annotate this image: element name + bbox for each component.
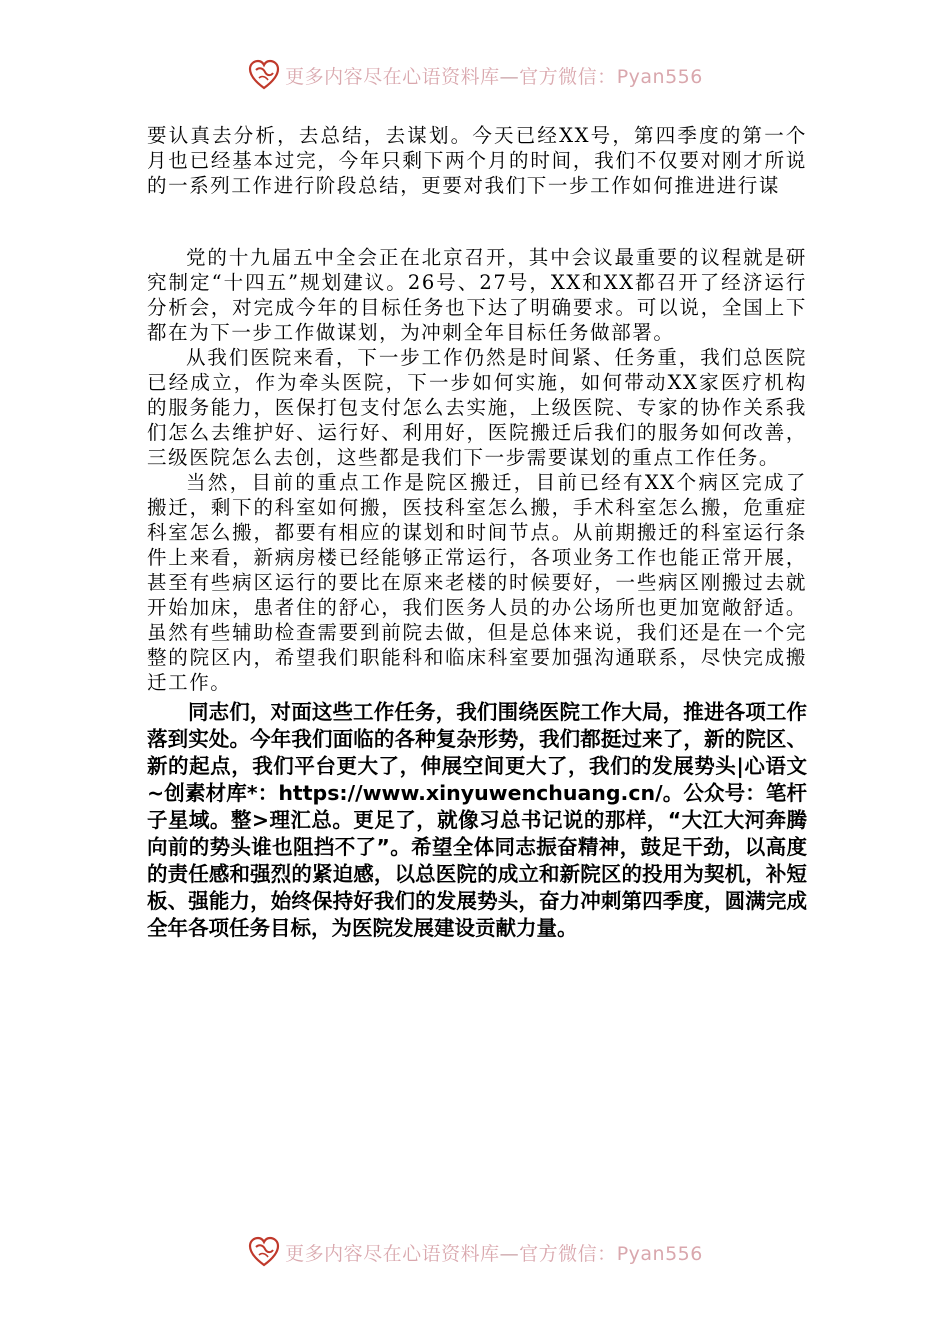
banner-slogan: 更多内容尽在心语资料库 <box>285 1242 500 1265</box>
paragraph-gap <box>147 198 807 245</box>
page-header-banner <box>0 55 950 95</box>
paragraph-1: 要认真去分析，去总结，去谋划。今天已经XX号，第四季度的第一个月也已经基本过完，今年只剩下两个月的时间，我们不仅要对刚才所说的一系列工作进行阶段总结，更要对我们下一步工作如何推进进行谋 <box>147 124 807 197</box>
banner-text <box>285 62 703 89</box>
banner-account: Pyan556 <box>616 65 703 88</box>
banner-text <box>285 1239 703 1266</box>
paragraph-5: 同志们，对面这些工作任务，我们围绕医院工作大局，推进各项工作落到实处。今年我们面临的各种复杂形势，我们都挺过来了，新的院区、新的起点，我们平台更大了，伸展空间更大了，我们的发展势头|心语文~创素材库*：https://www.xinyuwenchuang.cn/。公众号：笔杆子星域。整>理汇总。更足了，就像习总书记说的那样，“大江大河奔腾向前的势头谁也阻挡不了”。希望全体同志振奋精神，鼓足干劲，以高度的责任感和强烈的紧迫感，以总医院的成立和新院区的投用为契机，补短板、强能力，始终保持好我们的发展势头，奋力冲刺第四季度，圆满完成全年各项任务目标，为医院发展建设贡献力量。 <box>147 700 807 940</box>
banner-separator: — <box>499 65 520 88</box>
page-footer-banner <box>0 1232 950 1272</box>
banner-slogan: 更多内容尽在心语资料库 <box>285 65 500 88</box>
banner-separator: — <box>499 1242 520 1265</box>
paragraph-3: 从我们医院来看，下一步工作仍然是时间紧、任务重，我们总医院已经成立，作为牵头医院，下一步如何实施，如何带动XX家医疗机构的服务能力，医保打包支付怎么去实施，上级医院、专家的协作关系我们怎么去维护好、运行好、利用好，医院搬迁后我们的服务如何改善，三级医院怎么去创，这些都是我们下一步需要谋划的重点工作任务。 <box>147 346 807 469</box>
paragraph-2: 党的十九届五中全会正在北京召开，其中会议最重要的议程就是研究制定“十四五”规划建议。26号、27号，XX和XX都召开了经济运行分析会，对完成今年的目标任务也下达了明确要求。可以说，全国上下都在为下一步工作做谋划，为冲刺全年目标任务做部署。 <box>147 246 807 344</box>
heart-logo-icon <box>247 58 281 92</box>
paragraph-4: 当然，目前的重点工作是院区搬迁，目前已经有XX个病区完成了搬迁，剩下的科室如何搬，医技科室怎么搬，手术科室怎么搬，危重症科室怎么搬，都要有相应的谋划和时间节点。从前期搬迁的科室运行条件上来看，新病房楼已经能够正常运行，各项业务工作也能正常开展，甚至有些病区运行的要比在原来老楼的时候要好，一些病区刚搬过去就开始加床，患者住的舒心，我们医务人员的办公场所也更加宽敞舒适。虽然有些辅助检查需要到前院去做，但是总体来说，我们还是在一个完整的院区内，希望我们职能科和临床科室要加强沟通联系，尽快完成搬迁工作。 <box>147 471 807 694</box>
banner-account: Pyan556 <box>616 1242 703 1265</box>
document-body <box>147 123 807 942</box>
banner-label: 官方微信： <box>519 65 617 88</box>
banner-label: 官方微信： <box>519 1242 617 1265</box>
heart-logo-icon <box>247 1235 281 1269</box>
